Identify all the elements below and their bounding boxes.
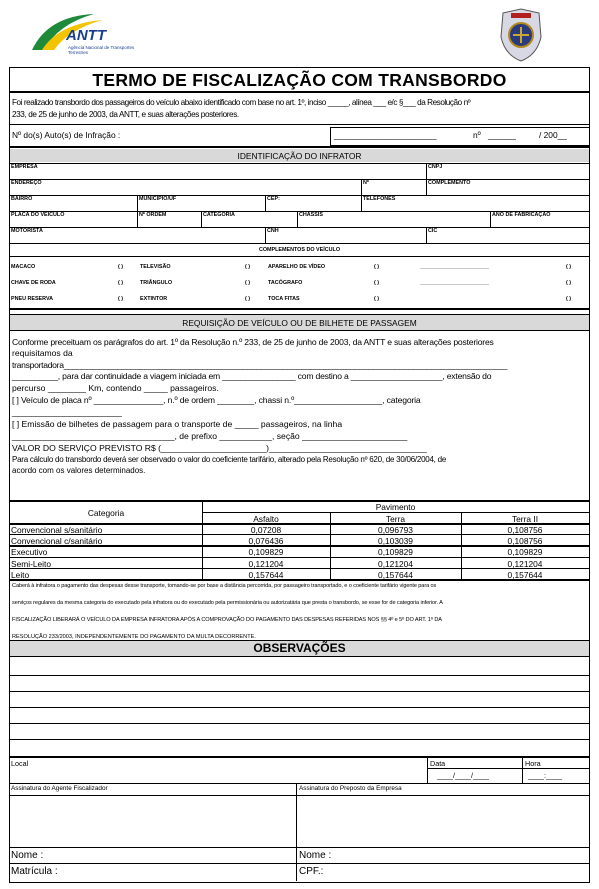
cnpj-label: CNPJ (428, 164, 443, 170)
bairro-label: BAIRRO (11, 196, 33, 202)
coef-row-cat: Leito (11, 570, 30, 580)
categoria-label: CATEGORIA (203, 212, 235, 218)
check-video[interactable]: ( ) (374, 264, 380, 270)
coef-row-val: 0,109829 (248, 547, 284, 557)
coef-row-cat: Executivo (11, 547, 48, 557)
observacoes-area[interactable] (10, 656, 589, 756)
local-label: Local (11, 759, 29, 768)
req-line-4: __________, para dar continuidade a viagem iniciada em ________________ com destino a ____________________, extensão do (12, 371, 492, 381)
coef-row-val: 0,109829 (378, 547, 413, 557)
logo-text: ANTT (66, 27, 106, 44)
auto-blank: ______________________ (334, 130, 437, 140)
check-tacografo[interactable]: ( ) (374, 280, 380, 286)
auto-n-label: nº (473, 130, 481, 140)
coef-row-cat: Semi-Leito (11, 559, 52, 569)
item-macaco: MACACO (11, 264, 36, 270)
item-tacografo: TACÓGRAFO (268, 280, 303, 286)
coef-sub-terra-ii: Terra II (511, 514, 539, 524)
intro-line-1: Foi realizado transbordo dos passageiros do veículo abaixo identificado com base no art. 1º, inciso _____, alínea ___ e/c §___ da Resolução nº (12, 98, 471, 107)
item-extintor: EXTINTOR (140, 296, 168, 302)
req-line-1: Conforme preceituam os parágrafos do art. 1º da Resolução n.º 233, de 25 de junho de 2003, da ANTT e suas alterações posteriores (12, 337, 494, 347)
logo-subtitle: Agência Nacional de Transportes Terrestres (68, 45, 135, 55)
matricula-label: Matrícula : (11, 866, 58, 877)
coef-row-val: 0,108756 (507, 525, 543, 535)
req-line-2: requisitamos da (12, 348, 73, 358)
req-line-6: [ ] Veículo de placa nº _______________, n.º de ordem ________, chassi n.º___________________, categoria (12, 395, 421, 405)
auto-label: Nº do(s) Auto(s) de Infração : (12, 130, 121, 140)
item-televisao: TELEVISÃO (140, 264, 171, 270)
coef-col-pavimento: Pavimento (375, 502, 416, 512)
cep-label: CEP: (267, 196, 280, 202)
note-line-2: serviços regulares da mesma categoria do executado pela infratora ou do executado pela permissionária ou autorizatária que presta o transbordo, se esse for de categoria inferior. A (12, 600, 443, 606)
cpf-label: CPF.: (299, 866, 324, 877)
coef-row-val: 0,121204 (507, 559, 543, 569)
intro-line-2: 233, de 25 de junho de 2003, da ANTT, e suas alterações posteriores. (12, 110, 239, 119)
complementos-heading: COMPLEMENTOS DO VEÍCULO (258, 247, 341, 253)
agente-signature-area[interactable] (10, 796, 296, 846)
preposto-signature-area[interactable] (297, 796, 589, 846)
note-line-4: RESOLUÇÃO 233/2003, INDEPENDENTEMENTE DO PAGAMENTO DA MULTA DECORRENTE. (12, 634, 256, 640)
coef-row-cat: Convencional c/sanitário (11, 536, 103, 546)
item-video: APARELHO DE VÍDEO (268, 264, 326, 270)
item-triangulo: TRIÂNGULO (140, 280, 173, 286)
coef-row-val: 0,109829 (507, 547, 543, 557)
req-line-5: percurso ________ Km, contendo _____ passageiros. (12, 383, 219, 393)
req-line-12: acordo com os valores determinados. (12, 466, 146, 475)
extra-check-2[interactable]: ( ) (566, 280, 572, 286)
auto-n-blank: ______ (488, 130, 516, 140)
check-toca-fitas[interactable]: ( ) (374, 296, 380, 302)
check-pneu[interactable]: ( ) (118, 296, 124, 302)
form-title: TERMO DE FISCALIZAÇÃO COM TRANSBORDO (92, 70, 507, 90)
data-field[interactable]: ____/____/____ (437, 771, 489, 780)
note-line-3: FISCALIZAÇÃO LIBERARÁ O VEÍCULO DA EMPRESA INFRATORA APÓS A COMPROVAÇÃO DO PAGAMENTO DAS DESPESAS REFERIDAS NOS §§ 4º e 5º DO ART. 1º DA (12, 617, 442, 623)
req-line-8: [ ] Emissão de bilhetes de passagem para o transporte de _____ passageiros, na linha (12, 419, 343, 429)
check-extintor[interactable]: ( ) (245, 296, 251, 302)
extra-check-1[interactable]: ( ) (566, 264, 572, 270)
auto-year: / 200__ (539, 130, 567, 140)
police-badge-icon (497, 7, 545, 63)
coef-row-val: 0,076436 (248, 536, 284, 546)
chassis-label: CHASSIS (299, 212, 323, 218)
coef-row-val: 0,07208 (250, 525, 282, 535)
numero-label: Nº (363, 180, 369, 186)
empresa-label: EMPRESA (11, 164, 38, 170)
note-line-1: Caberá à infratora o pagamento das despesas desse transporte, tomando-se por base a distância percorrida, por passageiro transportado, e o coeficiente tarifário vigente para os (12, 583, 437, 589)
hora-field[interactable]: ____:____ (528, 771, 562, 780)
data-label: Data (430, 759, 446, 768)
check-macaco[interactable]: ( ) (118, 264, 124, 270)
coef-col-categoria: Categoria (87, 508, 125, 518)
check-chave[interactable]: ( ) (118, 280, 124, 286)
hora-label: Hora (525, 759, 541, 768)
cnh-label: CNH (267, 228, 279, 234)
extra-check-3[interactable]: ( ) (566, 296, 572, 302)
requisicao-heading: REQUISIÇÃO DE VEÍCULO OU DE BILHETE DE PASSAGEM (10, 314, 589, 331)
req-line-10: VALOR DO SERVIÇO PREVISTO R$ (______________________)_________________________________ (12, 443, 427, 453)
cic-label: CIC (428, 228, 438, 234)
coef-row-val: 0,103039 (378, 536, 413, 546)
coef-row-val: 0,121204 (378, 559, 413, 569)
ordem-label: Nº ORDEM (139, 212, 167, 218)
coef-row-val: 0,121204 (248, 559, 284, 569)
coef-row-cat: Convencional s/sanitário (11, 525, 103, 535)
item-toca-fitas: TOCA FITAS (268, 296, 300, 302)
coef-row-val: 0,096793 (378, 525, 413, 535)
telefones-label: TELEFONES (363, 196, 396, 202)
infrator-heading: IDENTIFICAÇÃO DO INFRATOR (10, 149, 589, 162)
req-line-11: Para cálculo do transbordo deverá ser observado o valor do coeficiente tarifário, alterado pela Resolução nº 620, de 30/06/2004, de (12, 455, 447, 464)
coef-row-val: 0,157644 (248, 570, 284, 580)
coef-sub-terra: Terra (385, 514, 406, 524)
preposto-label: Assinatura do Preposto da Empresa (299, 785, 402, 792)
ano-label: ANO DE FABRICAÇÃO (492, 212, 551, 218)
municipio-label: MUNICÍPIO/UF (139, 196, 177, 202)
coef-row-val: 0,157644 (378, 570, 413, 580)
req-line-7: _______________________ (12, 407, 122, 417)
observacoes-heading: OBSERVAÇÕES (10, 640, 589, 657)
agente-label: Assinatura do Agente Fiscalizador (11, 785, 108, 792)
coef-row-val: 0,157644 (507, 570, 543, 580)
coef-sub-asfalto: Asfalto (253, 514, 279, 524)
complemento-label: COMPLEMENTO (428, 180, 471, 186)
req-line-3: transportadora___________________________________________________________________________________________________ (12, 360, 508, 370)
check-televisao[interactable]: ( ) (245, 264, 251, 270)
endereco-label: ENDEREÇO (11, 180, 42, 186)
req-line-9: __________________________________, de prefixo ___________, seção ______________________ (12, 431, 408, 441)
extra-blank-2: _______________________ (420, 280, 489, 286)
nome-label: Nome : (11, 850, 44, 861)
item-chave: CHAVE DE RODA (11, 280, 56, 286)
form-frame (9, 67, 590, 883)
placa-label: PLACA DO VEÍCULO (11, 212, 65, 218)
coef-row-val: 0,108756 (507, 536, 543, 546)
item-pneu: PNEU RESERVA (11, 296, 54, 302)
check-triangulo[interactable]: ( ) (245, 280, 251, 286)
motorista-label: MOTORISTA (11, 228, 43, 234)
extra-blank-1: _______________________ (420, 264, 489, 270)
nome2-label: Nome : (299, 850, 332, 861)
